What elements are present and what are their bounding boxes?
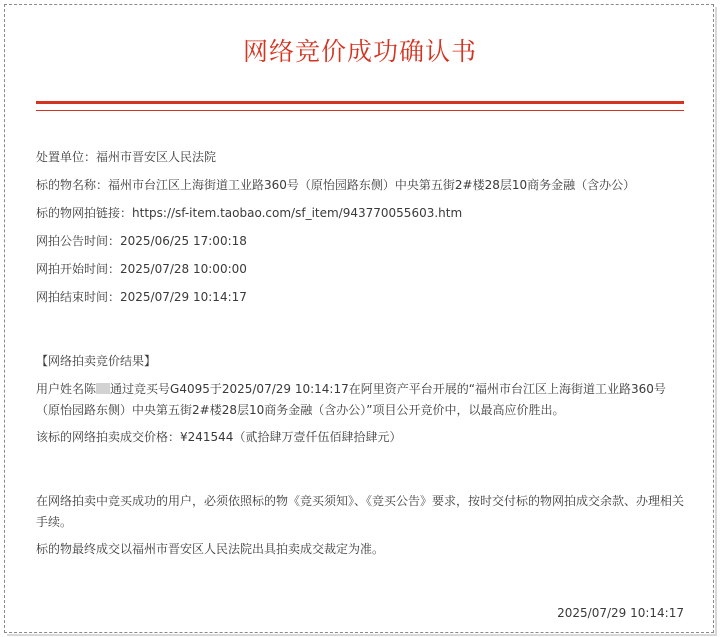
- announce-time-label: 网拍公告时间：: [36, 234, 121, 248]
- result-price: 该标的网络拍卖成交价格：¥241544（贰拾肆万壹仟伍佰肆拾肆元）: [36, 430, 402, 444]
- disposal-unit-value: 福州市晋安区人民法院: [96, 150, 217, 164]
- title-rule-thin: [36, 110, 684, 111]
- footer-date: 2025/07/29 10:14:17: [557, 606, 684, 620]
- title-rule-thick: [36, 101, 684, 104]
- start-time-value: 2025/07/28 10:00:00: [120, 262, 247, 276]
- subject-name-row: [36, 174, 635, 196]
- subject-name-label: 标的物名称：: [36, 178, 109, 192]
- disposal-unit-label: 处置单位：: [36, 150, 97, 164]
- start-time-row: [36, 258, 247, 280]
- subject-name-value: 福州市台江区上海街道工业路360号（原怡园路东侧）中央第五街2#楼28层10商务金融（含办公）: [108, 178, 636, 192]
- document-title: 网络竞价成功确认书: [242, 37, 477, 66]
- winner-details: 通过竞买号G4095于2025/07/29 10:14:17在阿里资产平台开展的“福州市台江区上海街道工业路360号（原怡园路东侧）中央第五街2#楼28层10商务金融（含办公）”项目公开竞价中，以最高应价胜出。: [36, 382, 666, 417]
- end-time-label: 网拍结束时间：: [36, 290, 121, 304]
- result-winner-paragraph: [36, 379, 688, 421]
- subject-link-label: 标的物网拍链接：: [36, 206, 133, 220]
- subject-link[interactable]: https://sf-item.taobao.com/sf_item/943770055603.htm: [132, 206, 463, 220]
- end-time-row: [36, 286, 247, 308]
- result-heading: 【网络拍卖竞价结果】: [36, 354, 157, 368]
- end-time-value: 2025/07/29 10:14:17: [120, 290, 247, 304]
- start-time-label: 网拍开始时间：: [36, 262, 121, 276]
- notice-paragraph-2: 标的物最终成交以福州市晋安区人民法院出具拍卖成交裁定为准。: [36, 542, 385, 556]
- winner-prefix: 用户姓名陈: [36, 382, 97, 396]
- subject-link-row: [36, 202, 462, 224]
- announce-time-row: [36, 230, 247, 252]
- masked-name-block: [96, 383, 110, 394]
- announce-time-value: 2025/06/25 17:00:18: [120, 234, 247, 248]
- notice-paragraph-1: 在网络拍卖中竞买成功的用户，必须依照标的物《竞买须知》、《竞买公告》要求，按时交付标的物网拍成交余款、办理相关手续。: [36, 494, 685, 529]
- disposal-unit-row: [36, 146, 216, 168]
